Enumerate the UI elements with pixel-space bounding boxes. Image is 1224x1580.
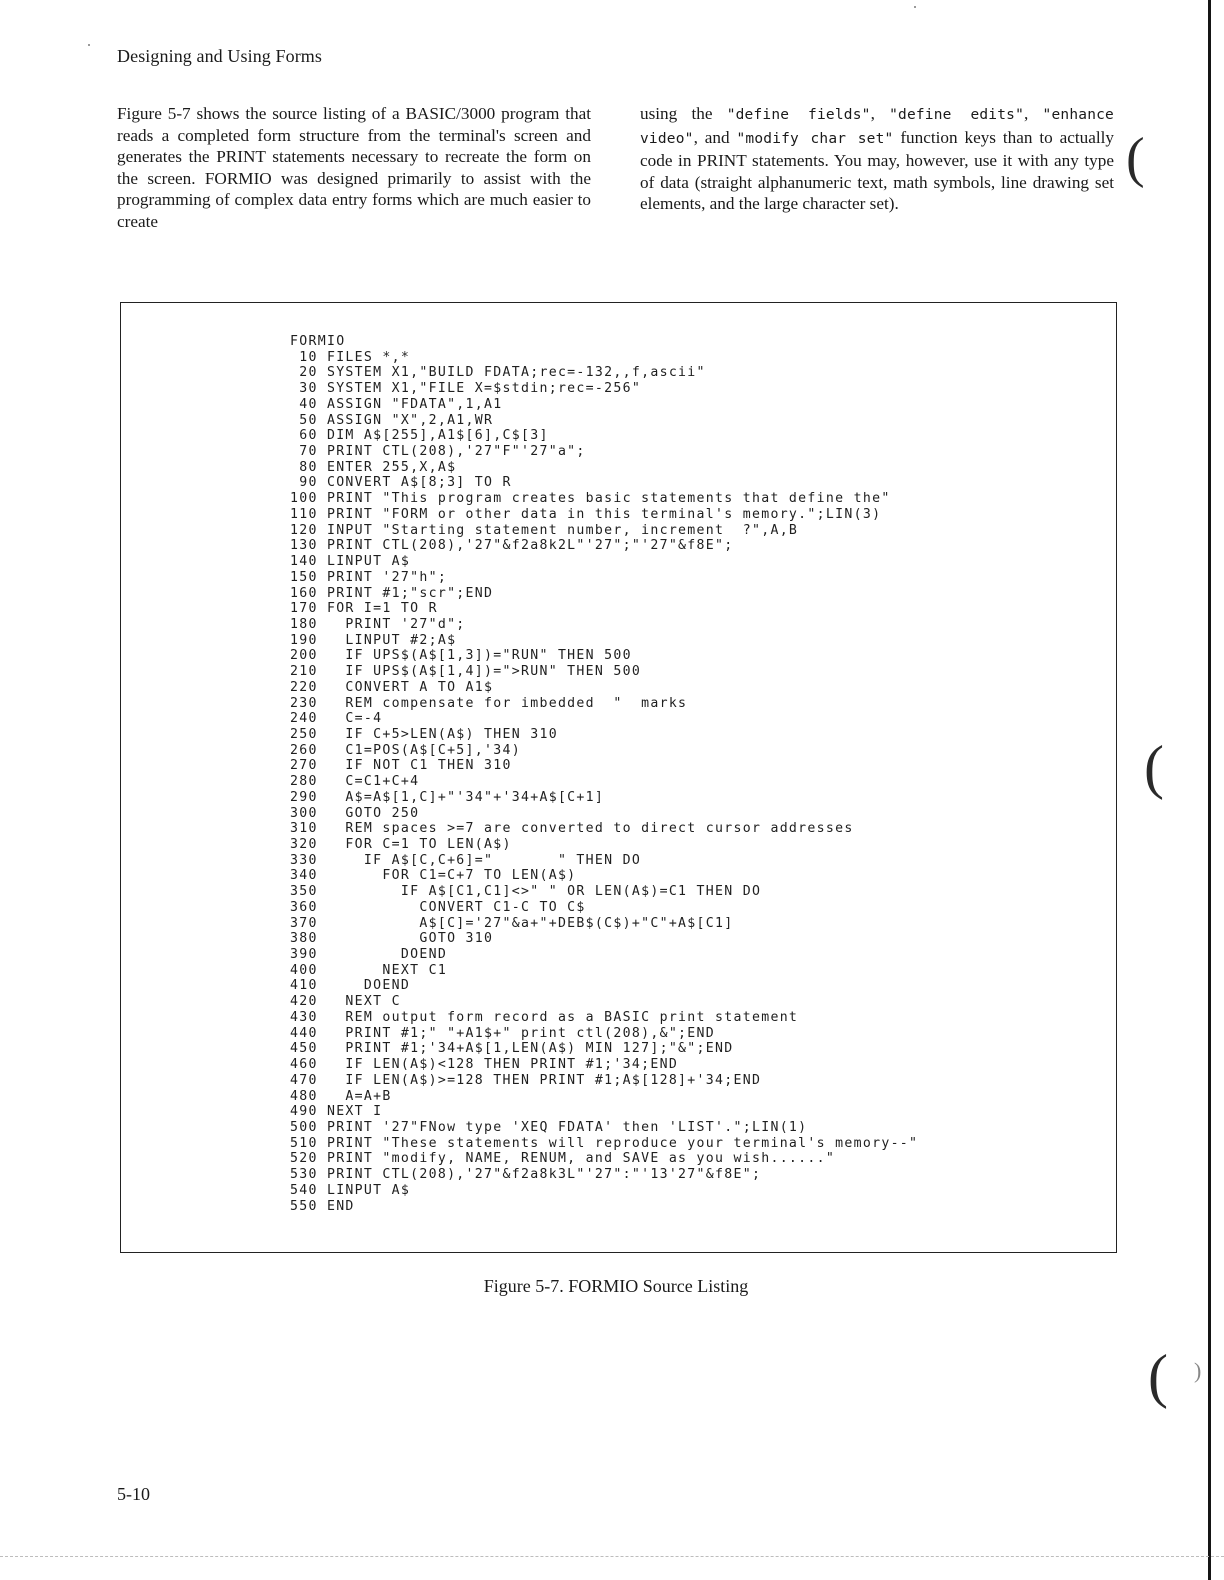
listing-line: 250 IF C+5>LEN(A$) THEN 310	[290, 726, 558, 742]
listing-line: 490 NEXT I	[290, 1104, 383, 1120]
listing-line: 280 C=C1+C+4	[290, 774, 420, 790]
listing-line: 240 C=-4	[290, 711, 383, 727]
scan-speck	[914, 6, 916, 8]
text-run: using the	[640, 104, 727, 123]
text-run: , and	[693, 127, 737, 147]
listing-line: 440 PRINT #1;" "+A1$+" print ctl(208),&";END	[290, 1025, 716, 1041]
listing-line: 120 INPUT "Starting statement number, increment ?",A,B	[290, 522, 799, 538]
listing-line: 330 IF A$[C,C+6]=" " THEN DO	[290, 852, 642, 868]
listing-line: 70 PRINT CTL(208),'27"F"'27"a";	[290, 444, 586, 460]
listing-line: 500 PRINT '27"FNow type 'XEQ FDATA' then 'LIST'.";LIN(1)	[290, 1119, 808, 1135]
listing-line: 450 PRINT #1;'34+A$[1,LEN(A$) MIN 127];"&";END	[290, 1041, 734, 1057]
page-number: 5-10	[117, 1484, 150, 1504]
function-key-define-fields: "define fields"	[726, 107, 871, 123]
listing-line: 20 SYSTEM X1,"BUILD FDATA;rec=-132,,f,ascii"	[290, 365, 706, 381]
listing-line: 480 A=A+B	[290, 1088, 392, 1104]
listing-line: 210 IF UPS$(A$[1,4])=">RUN" THEN 500	[290, 664, 642, 680]
listing-line: 160 PRINT #1;"scr";END	[290, 585, 494, 601]
listing-line: 530 PRINT CTL(208),'27"&f2a8k3L"'27":"'13'27"&f8E";	[290, 1167, 762, 1183]
binder-ring-mark-faint: )	[1194, 1358, 1202, 1383]
text-run: function keys than to actually code in PRINT statements. You may, however, use it with any type of data (straight alphanumeric text, math symbols, line drawing set elements, and the large character set).	[640, 127, 1114, 214]
listing-line: 30 SYSTEM X1,"FILE X=$stdin;rec=-256"	[290, 381, 642, 397]
binder-ring-mark: (	[1144, 734, 1164, 800]
scan-artifact-line	[0, 1556, 1224, 1558]
listing-line: 200 IF UPS$(A$[1,3])="RUN" THEN 500	[290, 648, 632, 664]
listing-line: 360 CONVERT C1-C TO C$	[290, 899, 586, 915]
listing-line: 410 DOEND	[290, 978, 411, 994]
listing-line: 90 CONVERT A$[8;3] TO R	[290, 475, 512, 491]
listing-line: FORMIO	[290, 334, 346, 349]
listing-line: 380 GOTO 310	[290, 931, 494, 947]
source-listing	[290, 334, 918, 1214]
listing-line: 300 GOTO 250	[290, 805, 420, 821]
listing-line: 320 FOR C=1 TO LEN(A$)	[290, 837, 512, 852]
figure-caption: Figure 5-7. FORMIO Source Listing	[483, 1276, 749, 1296]
listing-line: 340 FOR C1=C+7 TO LEN(A$)	[290, 868, 577, 884]
listing-line: 290 A$=A$[1,C]+"'34"+'34+A$[C+1]	[290, 789, 605, 805]
function-key-modify-char-set: "modify char set"	[736, 130, 894, 147]
body-text-right-column	[640, 103, 1114, 215]
binder-ring-mark: (	[1126, 127, 1145, 189]
page-edge-shadow	[1208, 0, 1211, 1580]
listing-line: 230 REM compensate for imbedded " marks	[290, 695, 688, 711]
listing-line: 350 IF A$[C1,C1]<>" " OR LEN(A$)=C1 THEN DO	[290, 884, 762, 900]
listing-line: 80 ENTER 255,X,A$	[290, 459, 457, 475]
listing-line: 110 PRINT "FORM or other data in this terminal's memory.";LIN(3)	[290, 506, 882, 522]
listing-line: 10 FILES *,*	[290, 349, 411, 365]
listing-line: 310 REM spaces >=7 are converted to direct cursor addresses	[290, 821, 854, 837]
listing-line: 520 PRINT "modify, NAME, RENUM, and SAVE as you wish......"	[290, 1151, 836, 1167]
function-key-define-edits: "define edits"	[889, 107, 1025, 123]
scan-speck	[88, 44, 90, 46]
listing-line: 270 IF NOT C1 THEN 310	[290, 758, 512, 774]
listing-line: 170 FOR I=1 TO R	[290, 601, 438, 617]
running-head: Designing and Using Forms	[117, 46, 322, 66]
listing-line: 400 NEXT C1	[290, 962, 448, 978]
listing-line: 510 PRINT "These statements will reproduce your terminal's memory--"	[290, 1135, 919, 1151]
listing-line: 40 ASSIGN "FDATA",1,A1	[290, 396, 503, 412]
listing-line: 220 CONVERT A TO A1$	[290, 679, 494, 695]
listing-line: 190 LINPUT #2;A$	[290, 632, 457, 648]
text-run: ,	[1024, 104, 1043, 123]
listing-line: 180 PRINT '27"d";	[290, 616, 466, 632]
listing-line: 150 PRINT '27"h";	[290, 569, 448, 585]
listing-line: 370 A$[C]='27"&a+"+DEB$(C$)+"C"+A$[C1]	[290, 915, 734, 931]
body-text-left-column: Figure 5-7 shows the source listing of a BASIC/3000 program that reads a completed form structure from the terminal's screen and generates the PRINT statements necessary to recreate the form on the screen. FORMIO was designed primarily to assist with the programming of complex data entry forms which are much easier to create	[117, 104, 591, 231]
listing-line: 470 IF LEN(A$)>=128 THEN PRINT #1;A$[128]+'34;END	[290, 1072, 762, 1088]
listing-line: 390 DOEND	[290, 947, 448, 963]
listing-line: 50 ASSIGN "X",2,A1,WR	[290, 412, 494, 428]
text-run: ,	[870, 104, 890, 123]
listing-line: 130 PRINT CTL(208),'27"&f2a8k2L"'27";"'27"&f8E";	[290, 538, 734, 554]
listing-line: 420 NEXT C	[290, 994, 401, 1010]
listing-line: 540 LINPUT A$	[290, 1182, 411, 1198]
listing-line: 260 C1=POS(A$[C+5],'34)	[290, 742, 521, 758]
listing-line: 100 PRINT "This program creates basic statements that define the"	[290, 491, 891, 507]
listing-line: 60 DIM A$[255],A1$[6],C$[3]	[290, 428, 549, 444]
function-key-enhance-video: "enhance video"	[640, 107, 1114, 147]
listing-line: 430 REM output form record as a BASIC print statement	[290, 1009, 799, 1025]
listing-line: 140 LINPUT A$	[290, 554, 411, 570]
binder-ring-mark: (	[1148, 1343, 1168, 1409]
listing-line: 550 END	[290, 1198, 355, 1214]
listing-line: 460 IF LEN(A$)<128 THEN PRINT #1;'34;END	[290, 1057, 679, 1073]
